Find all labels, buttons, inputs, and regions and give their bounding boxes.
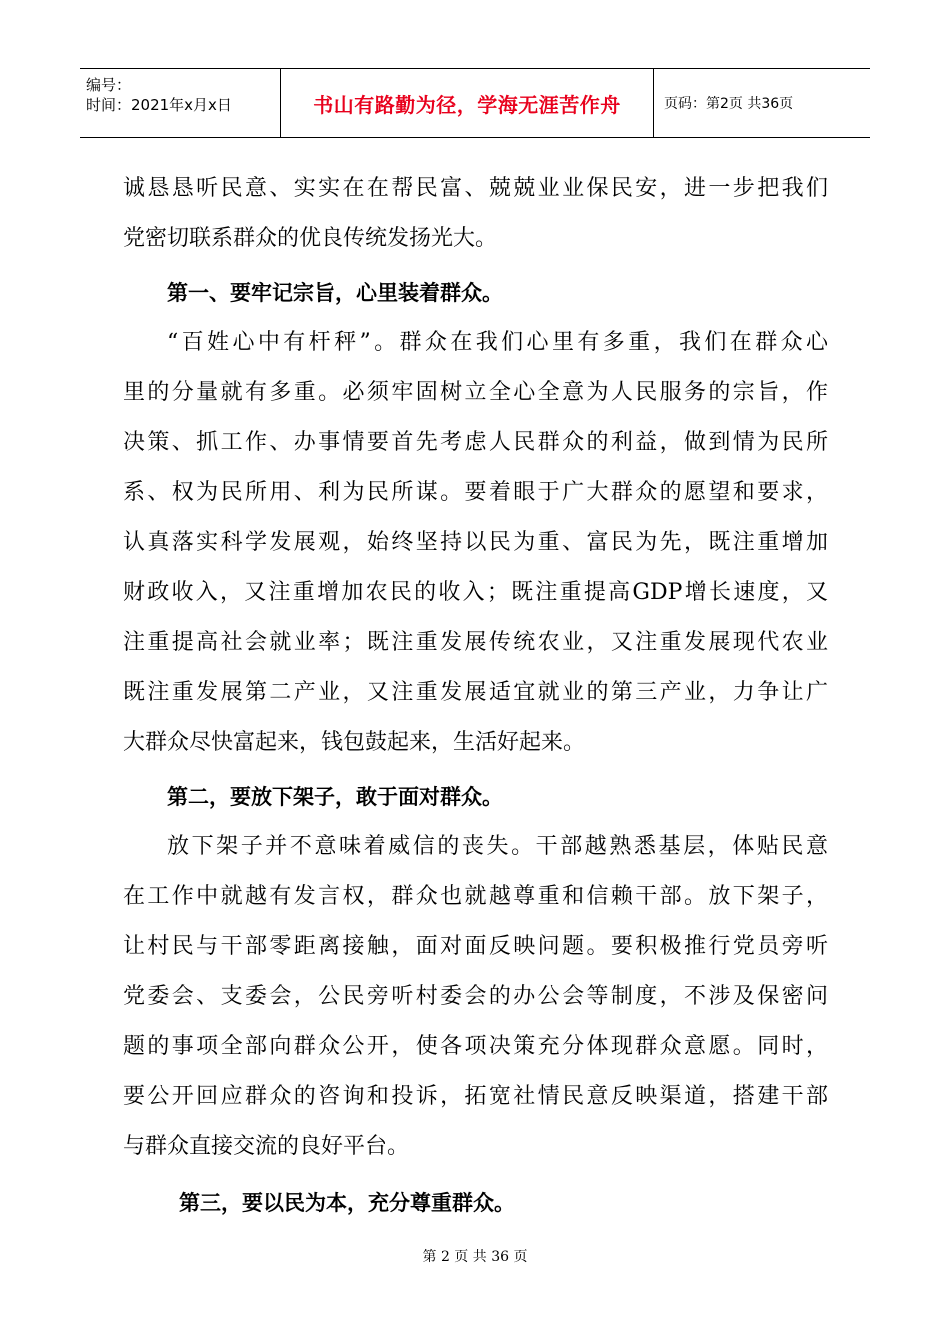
text-line: 认真落实科学发展观，始终坚持以民为重、富民为先，既注重增加: [123, 530, 828, 555]
document-number-label: 编号：: [86, 76, 132, 94]
text-line: 诚恳恳听民意、实实在在帮民富、兢兢业业保民安，进一步把我们: [123, 176, 828, 201]
document-header: [80, 68, 870, 138]
document-body: [123, 164, 828, 1228]
text-line: 党密切联系群众的优良传统发扬光大。: [123, 226, 498, 251]
header-page-info: 页码：第2页 共36页: [664, 96, 794, 112]
section-heading-3: 第三，要以民为本，充分尊重群众。: [179, 1191, 515, 1215]
document-time-label: 时间：2021年x月x日: [86, 96, 232, 114]
header-meta-cell: [80, 69, 281, 137]
text-line: 与群众直接交流的良好平台。: [123, 1134, 410, 1159]
header-motto: 书山有路勤为径，学海无涯苦作舟: [313, 92, 621, 117]
text-line: 财政收入，又注重增加农民的收入；既注重提高GDP增长速度，又: [123, 580, 828, 605]
text-line: 放下架子并不意味着威信的丧失。干部越熟悉基层，体贴民意: [167, 834, 828, 859]
header-motto-cell: [281, 69, 654, 137]
text-line: 决策、抓工作、办事情要首先考虑人民群众的利益，做到情为民所: [123, 430, 828, 455]
text-line: 要公开回应群众的咨询和投诉，拓宽社情民意反映渠道，搭建干部: [123, 1084, 828, 1109]
text-line: 在工作中就越有发言权，群众也就越尊重和信赖干部。放下架子，: [123, 884, 828, 909]
text-line: 注重提高社会就业率；既注重发展传统农业，又注重发展现代农业: [123, 630, 828, 655]
text-line: 题的事项全部向群众公开，使各项决策充分体现群众意愿。同时，: [123, 1034, 828, 1059]
text-line: 大群众尽快富起来，钱包鼓起来，生活好起来。: [123, 730, 586, 755]
section-heading-2: 第二，要放下架子，敢于面对群众。: [167, 785, 503, 809]
text-line: 既注重发展第二产业，又注重发展适宜就业的第三产业，力争让广: [123, 680, 828, 705]
text-line: 系、权为民所用、利为民所谋。要着眼于广大群众的愿望和要求，: [123, 480, 828, 505]
page-footer: 第 2 页 共 36 页: [422, 1249, 528, 1265]
text-line: “百姓心中有杆秤”。群众在我们心里有多重，我们在群众心: [167, 330, 828, 355]
text-line: 里的分量就有多重。必须牢固树立全心全意为人民服务的宗旨，作: [123, 380, 828, 405]
text-line: 让村民与干部零距离接触，面对面反映问题。要积极推行党员旁听: [123, 934, 828, 959]
section-heading-1: 第一、要牢记宗旨，心里装着群众。: [167, 281, 503, 305]
text-line: 党委会、支委会，公民旁听村委会的办公会等制度，不涉及保密问: [123, 984, 828, 1009]
